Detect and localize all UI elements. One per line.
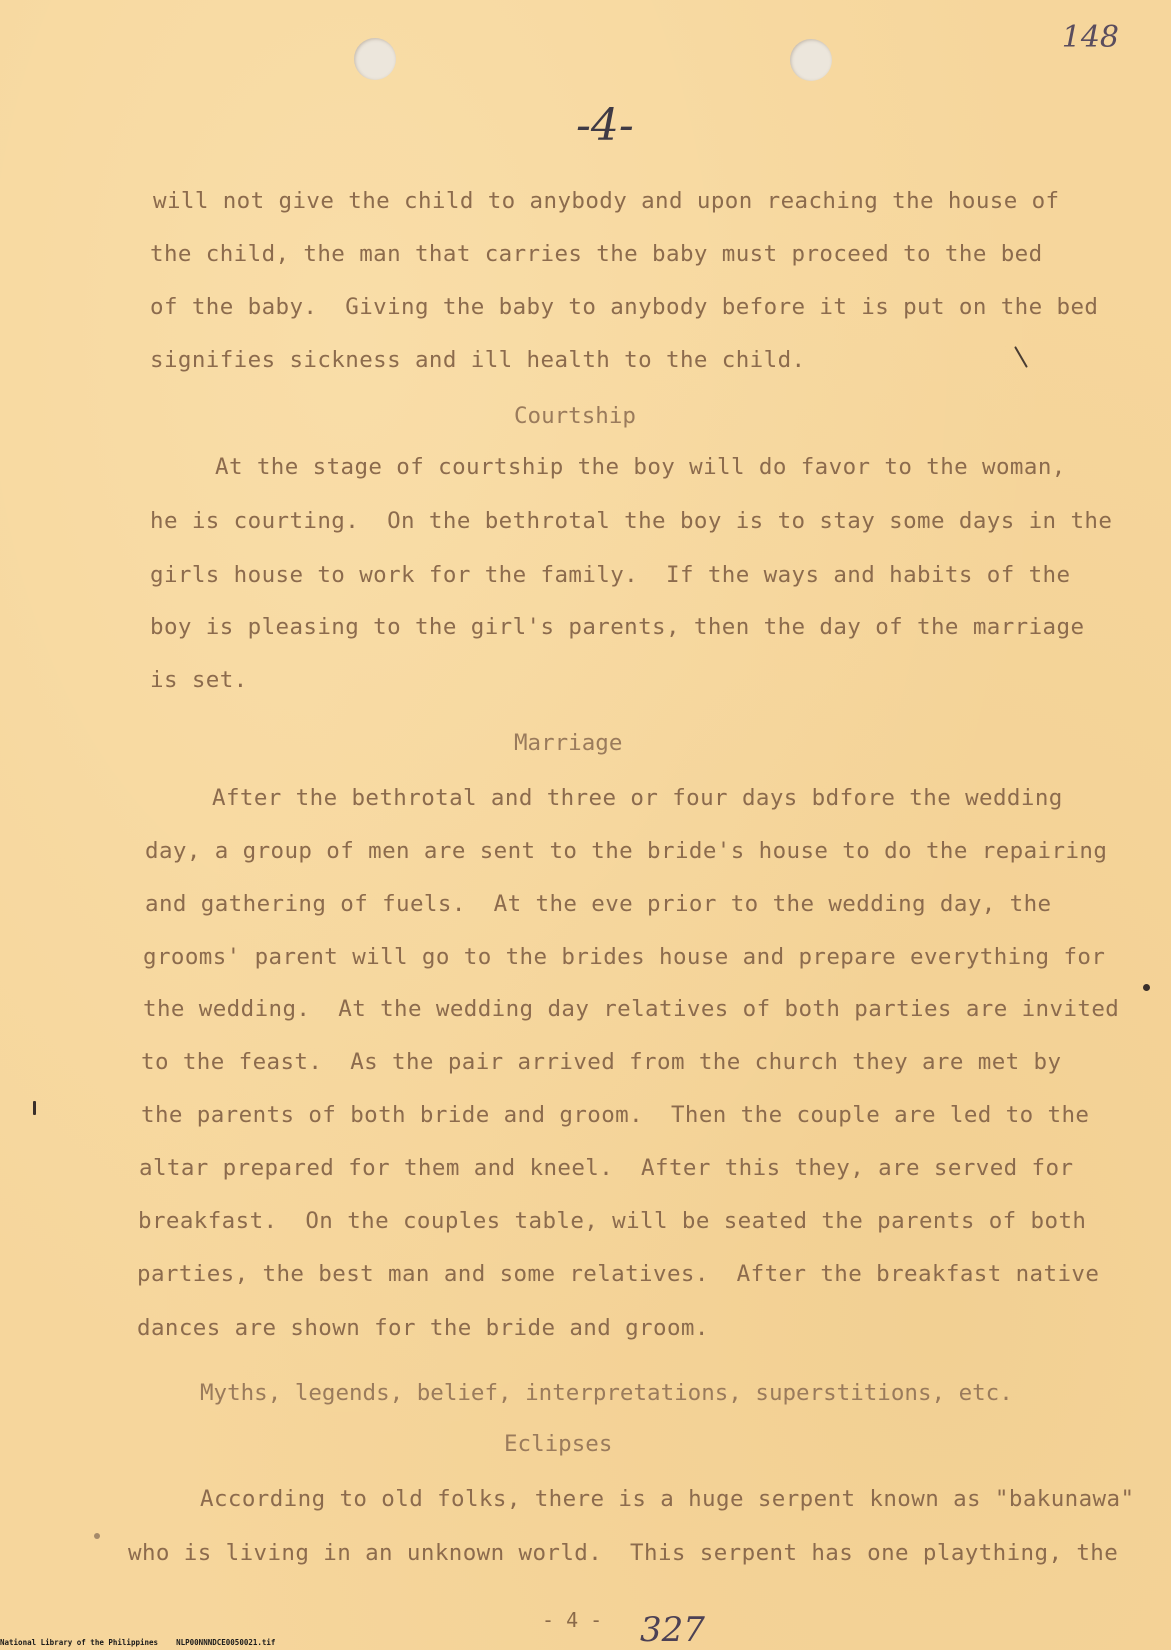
text-line: the parents of both bride and groom. Then the couple are led to the — [141, 1102, 1090, 1128]
text-line: the wedding. At the wedding day relatives of both parties are invited — [143, 996, 1120, 1022]
ink-mark — [1014, 346, 1028, 368]
text-line: will not give the child to anybody and upon reaching the house of — [153, 188, 1060, 214]
heading-myths: Myths, legends, belief, interpretations, superstitions, etc. — [200, 1380, 1013, 1406]
text-line: and gathering of fuels. At the eve prior to the wedding day, the — [145, 891, 1052, 917]
heading-courtship: Courtship — [514, 403, 636, 429]
library-caption: National Library of the Philippines NLP00NNNDCE0050021.tif — [0, 1638, 276, 1647]
ink-dot — [94, 1533, 100, 1539]
text-line: After the bethrotal and three or four days bdfore the wedding — [212, 785, 1063, 811]
text-line: signifies sickness and ill health to the child. — [150, 347, 806, 373]
heading-marriage: Marriage — [514, 730, 623, 756]
text-line: girls house to work for the family. If the ways and habits of the — [150, 562, 1071, 588]
text-line: the child, the man that carries the baby must proceed to the bed — [150, 241, 1043, 267]
text-line: grooms' parent will go to the brides house and prepare everything for — [143, 944, 1106, 970]
text-line: parties, the best man and some relatives. After the breakfast native — [137, 1261, 1100, 1287]
footer-page-number: - 4 - — [542, 1608, 603, 1632]
text-line: boy is pleasing to the girl's parents, then the day of the marriage — [150, 614, 1085, 640]
text-line: According to old folks, there is a huge serpent known as "bakunawa" — [200, 1486, 1135, 1512]
text-line: dances are shown for the bride and groom. — [137, 1315, 709, 1341]
text-line: to the feast. As the pair arrived from the church they are met by — [141, 1049, 1062, 1075]
text-line: At the stage of courtship the boy will do favor to the woman, — [215, 454, 1066, 480]
folio-number: 148 — [1061, 20, 1119, 55]
punch-hole-left — [354, 38, 396, 80]
page-mark-top: -4- — [576, 100, 634, 151]
ink-dot — [1143, 984, 1150, 991]
folio-bottom: 327 — [640, 1610, 705, 1650]
heading-eclipses: Eclipses — [504, 1431, 613, 1457]
text-line: he is courting. On the bethrotal the boy is to stay some days in the — [150, 508, 1113, 534]
text-line: day, a group of men are sent to the bride's house to do the repairing — [145, 838, 1108, 864]
text-line: who is living in an unknown world. This serpent has one plaything, the — [128, 1540, 1119, 1566]
ink-mark — [33, 1101, 36, 1115]
text-line: of the baby. Giving the baby to anybody before it is put on the bed — [150, 294, 1099, 320]
text-line: altar prepared for them and kneel. After this they, are served for — [139, 1155, 1074, 1181]
text-line: is set. — [150, 667, 248, 693]
punch-hole-right — [790, 39, 832, 81]
text-line: breakfast. On the couples table, will be seated the parents of both — [138, 1208, 1087, 1234]
